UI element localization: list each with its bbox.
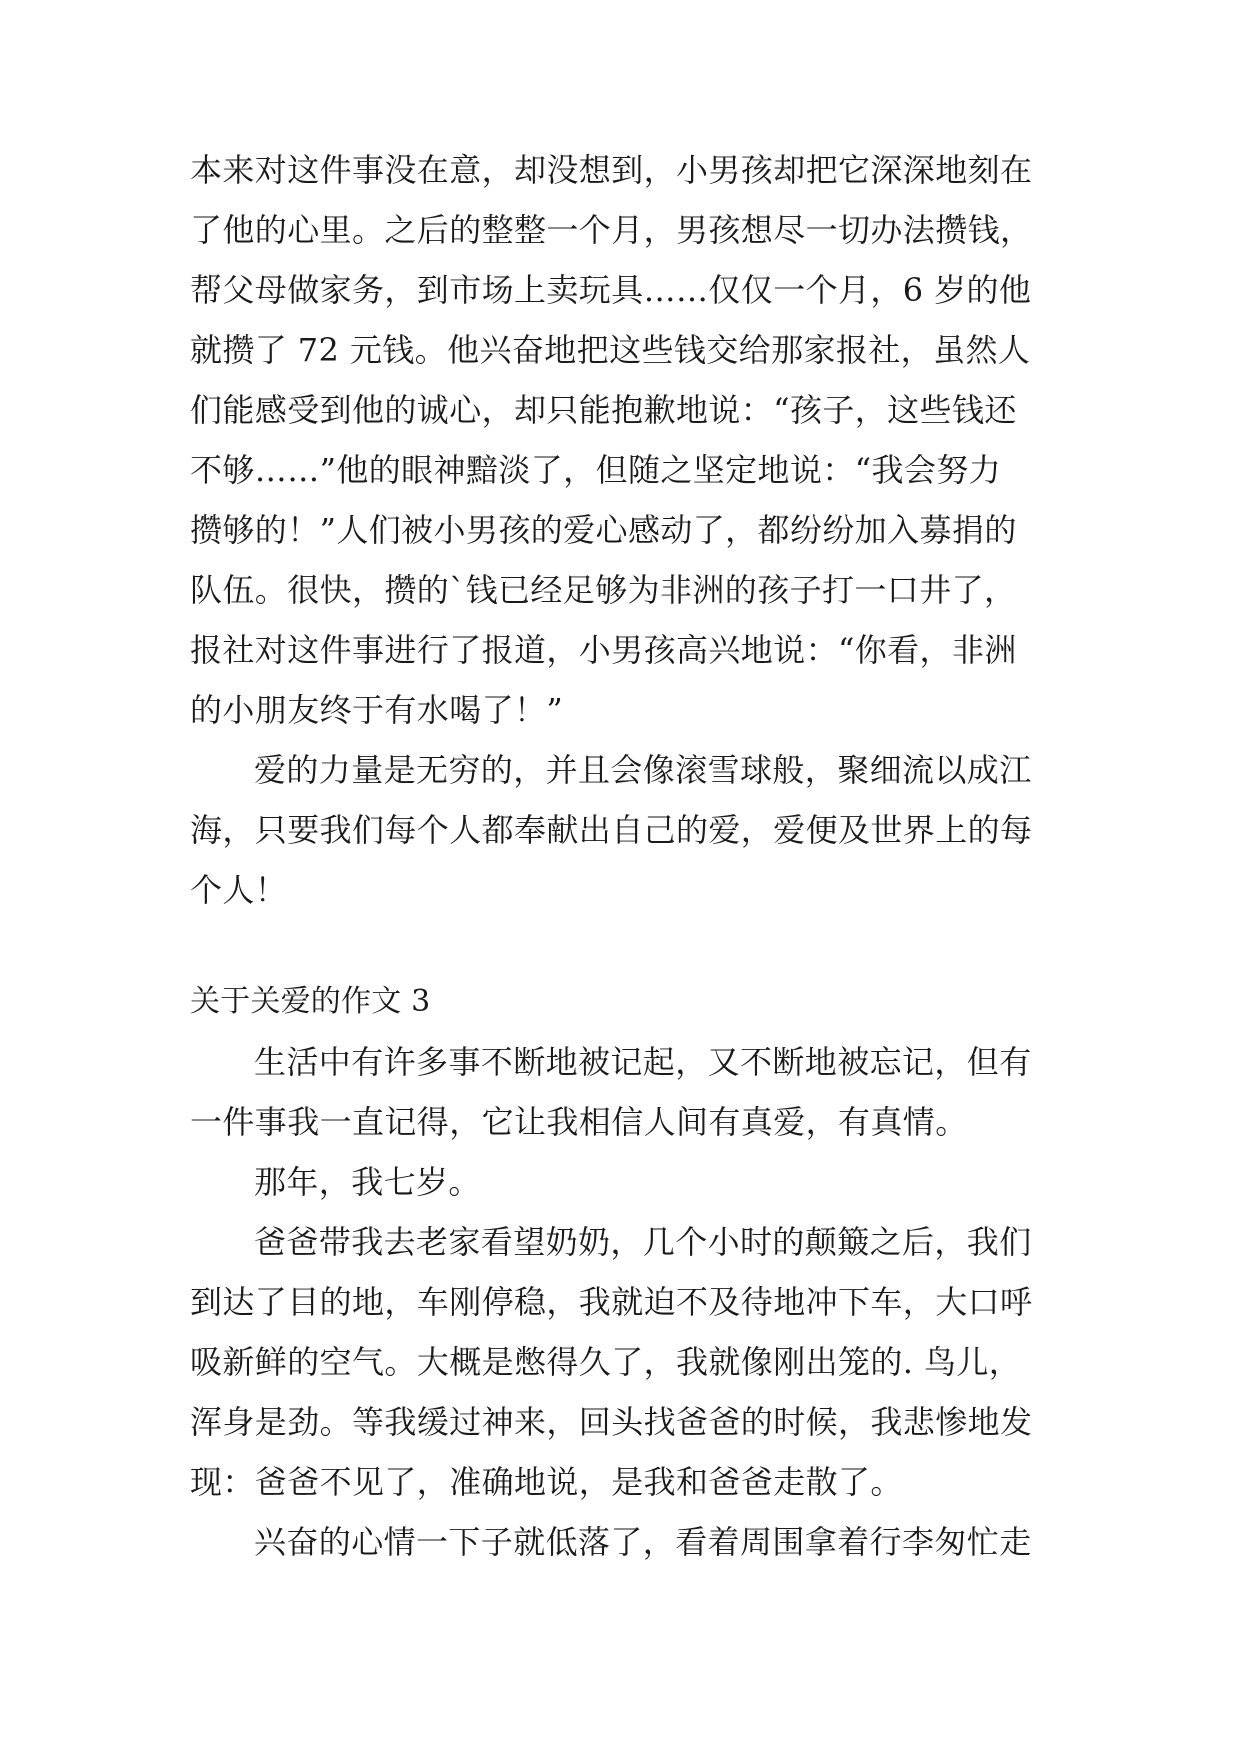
text-line: 个人！ [190,871,288,909]
text-line: 爸爸带我去老家看望奶奶，几个小时的颠簸之后，我们 [254,1223,1032,1261]
text-line: 本来对这件事没在意，却没想到，小男孩却把它深深地刻在 [190,151,1033,189]
text-line: 的小朋友终于有水喝了！” [190,691,564,729]
text-line: 攒够的！”人们被小男孩的爱心感动了，都纷纷加入募捐的 [190,511,1017,549]
text-line: 浑身是劲。等我缓过神来，回头找爸爸的时候，我悲惨地发 [190,1403,1033,1441]
text-line: 生活中有许多事不断地被记起，又不断地被忘记，但有 [254,1043,1032,1081]
text-line: 一件事我一直记得，它让我相信人间有真爱，有真情。 [190,1103,968,1141]
text-line: 们能感受到他的诚心，却只能抱歉地说：“孩子，这些钱还 [190,391,1017,429]
text-line: 了他的心里。之后的整整一个月，男孩想尽一切办法攒钱， [190,211,1033,249]
text-line: 报社对这件事进行了报道，小男孩高兴地说：“你看，非洲 [190,631,1017,669]
text-line: 到达了目的地，车刚停稳，我就迫不及待地冲下车，大口呼 [190,1283,1033,1321]
text-line: 帮父母做家务，到市场上卖玩具……仅仅一个月，6 岁的他 [190,271,1032,309]
text-line: 兴奋的心情一下子就低落了，看着周围拿着行李匆忙走 [254,1523,1032,1561]
text-line: 吸新鲜的空气。大概是憋得久了，我就像刚出笼的. 鸟儿， [190,1343,1022,1381]
text-line: 不够……”他的眼神黯淡了，但随之坚定地说：“我会努力 [190,451,1002,489]
text-line: 爱的力量是无穷的，并且会像滚雪球般，聚细流以成江 [254,751,1032,789]
section-heading: 关于关爱的作文 3 [190,984,431,1019]
text-line: 就攒了 72 元钱。他兴奋地把这些钱交给那家报社，虽然人 [190,331,1031,369]
text-line: 海，只要我们每个人都奉献出自己的爱，爱便及世界上的每 [190,811,1033,849]
text-line: 队伍。很快，攒的`钱已经足够为非洲的孩子打一口井了， [190,571,1017,609]
text-line: 现：爸爸不见了，准确地说，是我和爸爸走散了。 [190,1463,903,1501]
text-line: 那年，我七岁。 [254,1163,481,1201]
